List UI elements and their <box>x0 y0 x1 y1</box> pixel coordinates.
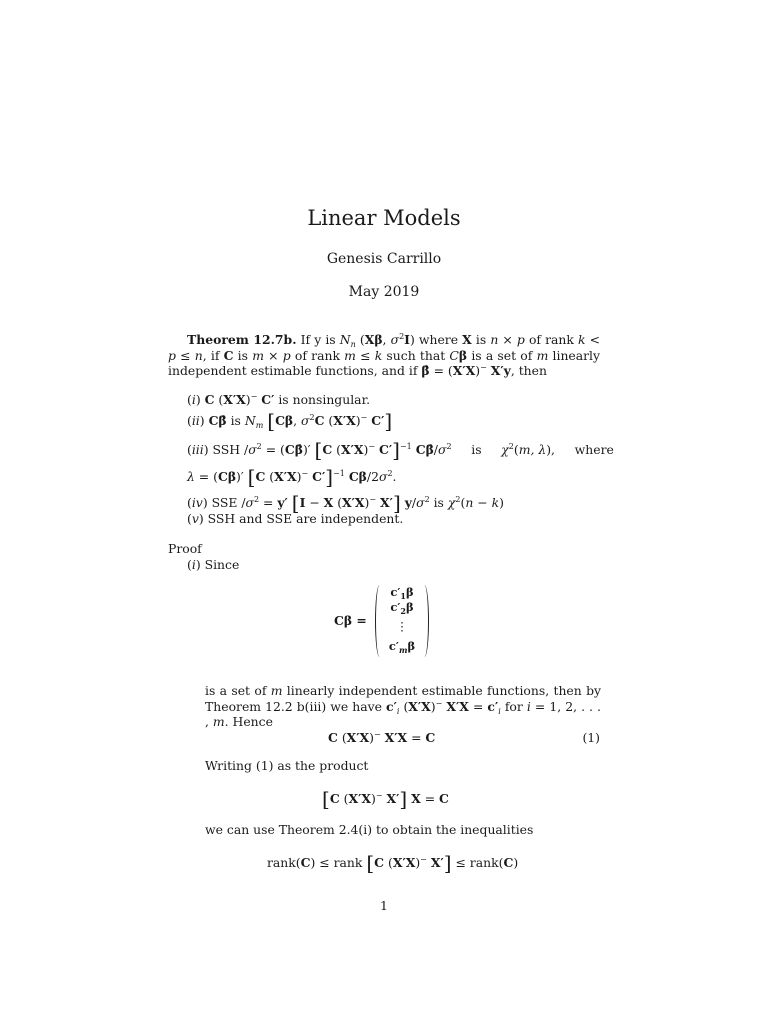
page-number: 1 <box>380 898 388 913</box>
theorem-item-iv: (iv) SSE $/\sigma^2 = y'$ [I − X (X′X)− X′] $y/\sigma^2$ is $\chi^2(n - k)$ <box>187 491 504 515</box>
equation-1: C (X′X)− X′X = C <box>328 730 436 745</box>
equation-1-number: (1) <box>582 730 600 745</box>
theorem-item-iii-lambda: λ = (Cβ)′ [C (X′X)− C′]$^{-1}$ $C\beta/2\sigma^2$. <box>187 465 397 489</box>
theorem-item-ii: (ii) Cβ̂ is $N_m$ [Cβ, $\sigma^2C$ (X′X)− C′] <box>187 409 393 433</box>
equation-2: [C (X′X)− X′] X = C <box>322 787 449 811</box>
author-name: Genesis Carrillo <box>326 251 442 267</box>
theorem-item-i: (i) C (X′X)− C′ is nonsingular. <box>187 392 371 407</box>
vector-entry: $c'_m\beta$ <box>388 639 416 655</box>
theorem-label: Theorem 12.7b. <box>187 332 297 347</box>
document-title: Linear Models <box>307 206 461 230</box>
proof-paragraph-2: Writing (1) as the product <box>205 758 369 773</box>
theorem-statement: Theorem 12.7b. If y is $N_n$ (Xβ, $\sigma^2I$) where X is n × p of rank k < p ≤ n, if C is m × p of rank m ≤ k such that Cβ is a set of m linearly independent estimable functions, and if β̂ = (X′X)− X′y, then <box>168 332 601 378</box>
theorem-item-v: (v) SSH and SSE are independent. <box>187 511 404 526</box>
vector-entry: $c'_2\beta$ <box>390 600 414 616</box>
proof-heading: Proof <box>168 541 202 556</box>
equation-3: rank(C) ≤ rank [C (X′X)− X′] ≤ rank(C) <box>267 851 519 875</box>
column-vector <box>375 585 429 657</box>
proof-paragraph-1: is a set of m linearly independent estimable functions, then by Theorem 12.2 b(iii) we have $c'_i$ (X′X)− $X'X = c'_i$ for i = 1, 2, . . . , m. Hence <box>205 683 601 729</box>
theorem-item-iii: (iii) SSH $/\sigma^2$ = (Cβ̂)′ [C (X′X)− C′]$^{-1}$ $C\betâ/\sigma^2$ is $\chi^2(m$, λ), where <box>187 438 614 462</box>
vector-entry: $c'_1\beta$ <box>390 585 414 601</box>
proof-step-i: (i) Since <box>187 557 240 572</box>
proof-paragraph-3: we can use Theorem 2.4(i) to obtain the inequalities <box>205 822 534 837</box>
vector-entry: ⋮ <box>396 619 408 633</box>
vector-lhs: Cβ = <box>334 613 367 628</box>
document-date: May 2019 <box>348 284 420 300</box>
